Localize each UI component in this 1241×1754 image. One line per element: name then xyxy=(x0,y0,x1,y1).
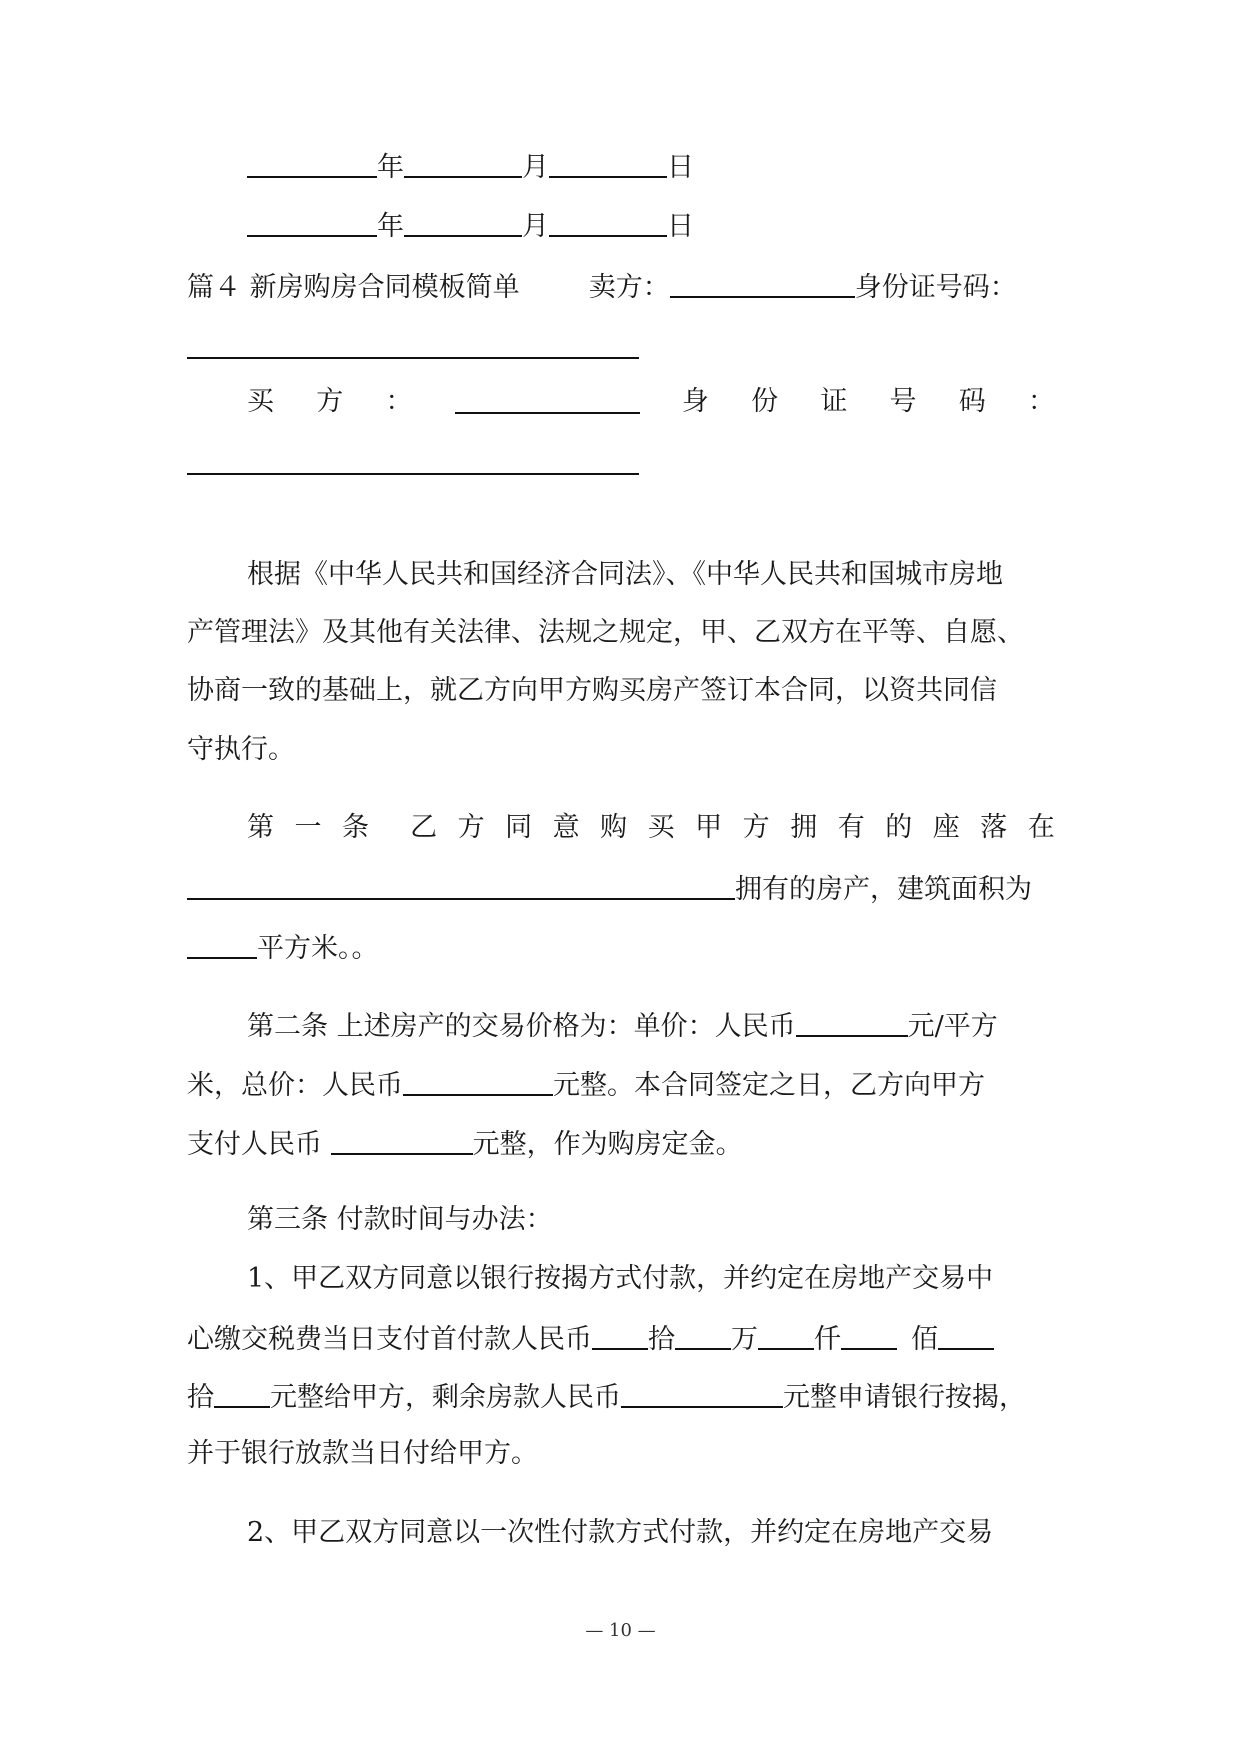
seller-label: 卖方： xyxy=(588,272,670,303)
total-price-blank xyxy=(403,1064,553,1096)
seller-id-label: 身份证号码： xyxy=(854,272,1017,303)
article3-p1-line-1: 1、甲乙双方同意以银行按揭方式付款，并约定在房地产交易中 xyxy=(247,1263,994,1294)
date-line-2: 年 月 日 xyxy=(247,205,1055,247)
intro-line-3: 协商一致的基础上，就乙方向甲方购买房产签订本合同，以资共同信 xyxy=(187,675,997,706)
article1-line-3: 平方米。。 xyxy=(187,927,1055,969)
seller-blank xyxy=(670,266,855,298)
buyer-blank xyxy=(455,382,640,414)
wan-blank xyxy=(675,1318,731,1350)
year-blank xyxy=(247,146,377,178)
year-blank xyxy=(247,205,377,237)
page-number: — 10 — xyxy=(585,1620,656,1641)
date-line-1: 年 月 日 xyxy=(247,146,1055,188)
article3-p2-line-1: 2、甲乙双方同意以一次性付款方式付款，并约定在房地产交易 xyxy=(247,1517,994,1548)
qian-blank xyxy=(758,1318,814,1350)
month-blank xyxy=(404,205,522,237)
remaining-blank xyxy=(621,1376,783,1408)
location-blank xyxy=(187,868,735,900)
day-blank xyxy=(549,205,667,237)
article1-line-2: 拥有的房产，建筑面积为 xyxy=(187,868,1055,910)
article3-heading: 第三条 付款时间与办法： xyxy=(247,1204,553,1235)
article2-line-2: 米，总价：人民币 元整。本合同签定之日，乙方向甲方 xyxy=(187,1064,1055,1106)
day-blank xyxy=(549,146,667,178)
buyer-line: 买 方 ： 身 份 证 号 码 ： xyxy=(247,382,1055,422)
article2-line-3: 支付人民币 元整，作为购房定金。 xyxy=(187,1123,1055,1165)
contract-heading: 篇４ 新房购房合同模板简单 xyxy=(187,272,520,303)
intro-line-1: 根据《中华人民共和国经济合同法》、《中华人民共和国城市房地 xyxy=(247,559,1003,590)
shi-blank xyxy=(938,1318,994,1350)
buyer-id-blank xyxy=(187,473,639,475)
seller-id-blank xyxy=(187,357,639,359)
article3-p1-line-4: 并于银行放款当日付给甲方。 xyxy=(187,1438,538,1469)
deposit-blank xyxy=(331,1123,473,1155)
title-seller-line xyxy=(187,266,1055,308)
area-blank xyxy=(187,927,257,959)
article3-p1-line-2: 心缴交税费当日支付首付款人民币 拾 万 仟 佰 xyxy=(187,1318,1055,1360)
intro-line-4: 守执行。 xyxy=(187,734,295,765)
yuan-blank xyxy=(214,1376,270,1408)
intro-line-2: 产管理法》及其他有关法律、法规之规定，甲、乙双方在平等、自愿、 xyxy=(187,617,1024,648)
article3-p1-line-3: 拾 元整给甲方，剩余房款人民币 元整申请银行按揭， xyxy=(187,1376,1055,1418)
bai-blank xyxy=(841,1318,897,1350)
shi-wan-blank xyxy=(592,1318,648,1350)
month-blank xyxy=(404,146,522,178)
article1-line-1: 第 一 条 乙 方 同 意 购 买 甲 方 拥 有 的 座 落 在 xyxy=(247,812,1055,843)
article2-line-1: 第二条 上述房产的交易价格为：单价：人民币 元/平方 xyxy=(247,1005,1055,1047)
unit-price-blank xyxy=(796,1005,908,1037)
